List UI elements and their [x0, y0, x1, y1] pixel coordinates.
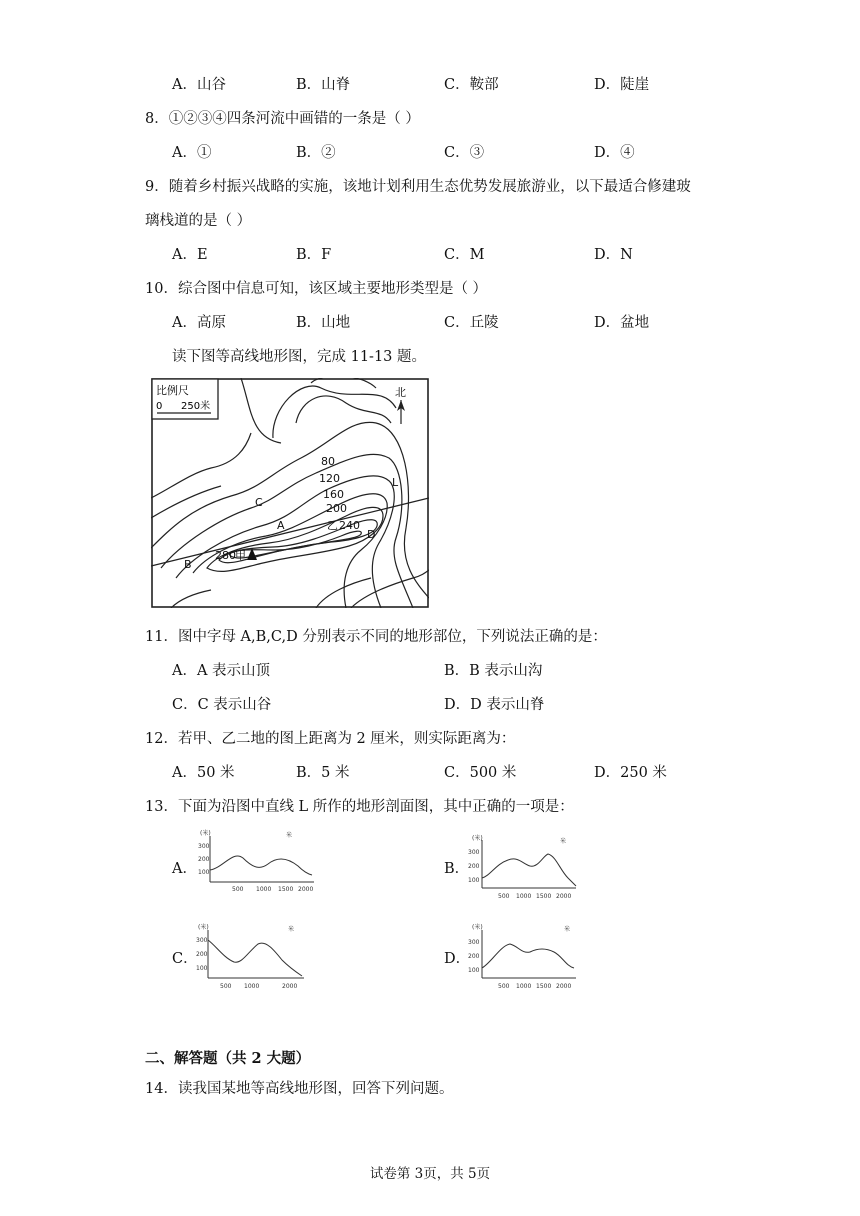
q12-option-b: B．5 米 — [296, 765, 350, 781]
q8-option-d: D．④ — [594, 145, 635, 161]
svg-text:300: 300 — [196, 937, 208, 944]
svg-text:(米): (米) — [472, 924, 483, 931]
svg-text:300: 300 — [468, 939, 480, 946]
scale-title: 比例尺 — [156, 384, 189, 397]
q8-option-b: B．② — [296, 145, 336, 161]
q7-option-c: C．鞍部 — [444, 77, 499, 93]
svg-text:2000: 2000 — [298, 886, 314, 893]
q12-stem: 12．若甲、乙二地的图上距离为 2 厘米，则实际距离为： — [145, 731, 516, 747]
q9-option-d: D．N — [594, 247, 633, 263]
svg-text:500: 500 — [498, 983, 510, 990]
svg-text:200: 200 — [468, 953, 480, 960]
label-b: B — [184, 558, 192, 571]
q13-option-a-letter: A． — [172, 861, 197, 877]
svg-text:100: 100 — [196, 965, 208, 972]
scale-zero: 0 — [156, 401, 163, 412]
q13-option-d-letter: D． — [444, 951, 471, 967]
q14-stem: 14．读我国某地等高线地形图，回答下列问题。 — [145, 1081, 454, 1097]
label-jia: 甲 — [235, 549, 246, 562]
contour-map — [151, 378, 429, 608]
profile-d — [468, 922, 580, 990]
svg-text:(米): (米) — [200, 830, 211, 837]
q10-stem: 10．综合图中信息可知，该区域主要地形类型是（ ） — [145, 281, 488, 297]
contour-label-160: 160 — [323, 488, 344, 501]
svg-text:100: 100 — [468, 877, 480, 884]
q12-option-c: C．500 米 — [444, 765, 517, 781]
q13-option-c-letter: C． — [172, 951, 198, 967]
q8-stem: 8．①②③④四条河流中画错的一条是（ ） — [145, 111, 420, 127]
profile-a — [198, 828, 318, 894]
q11-option-c: C．C 表示山谷 — [172, 697, 272, 713]
scale-value: 250米 — [181, 401, 211, 412]
svg-text:(米): (米) — [472, 835, 483, 842]
q12-option-d: D．250 米 — [594, 765, 667, 781]
contour-label-80: 80 — [321, 455, 335, 468]
label-a: A — [277, 519, 285, 532]
contour-label-240: 240 — [339, 519, 360, 532]
label-c: C — [255, 496, 263, 509]
svg-text:2000: 2000 — [556, 893, 572, 900]
label-d: D — [367, 528, 376, 541]
svg-text:2000: 2000 — [282, 983, 298, 990]
q11-option-b: B．B 表示山沟 — [444, 663, 543, 679]
svg-text:1000: 1000 — [244, 983, 260, 990]
label-yi: 乙 — [327, 519, 338, 532]
contour-label-120: 120 — [319, 472, 340, 485]
q11-stem: 11．图中字母 A,B,C,D 分别表示不同的地形部位，下列说法正确的是： — [145, 629, 607, 645]
q8-option-c: C．③ — [444, 145, 485, 161]
q8-option-a: A．① — [172, 145, 212, 161]
svg-text:(米): (米) — [198, 924, 209, 931]
q13-stem: 13．下面为沿图中直线 L 所作的地形剖面图，其中正确的一项是： — [145, 799, 574, 815]
section-2-heading: 二、解答题（共 2 大题） — [145, 1050, 311, 1067]
svg-text:100: 100 — [198, 869, 210, 876]
svg-text:500: 500 — [220, 983, 232, 990]
profile-b — [468, 834, 580, 902]
svg-text:米: 米 — [564, 926, 571, 933]
svg-text:2000: 2000 — [556, 983, 572, 990]
q7-option-a: A．山谷 — [172, 77, 226, 93]
q7-option-b: B．山脊 — [296, 77, 351, 93]
svg-text:米: 米 — [286, 832, 293, 839]
svg-text:米: 米 — [288, 926, 295, 933]
svg-text:300: 300 — [198, 843, 210, 850]
q11-option-a: A．A 表示山顶 — [172, 663, 271, 679]
svg-text:1000: 1000 — [256, 886, 272, 893]
q10-option-a: A．高原 — [172, 315, 226, 331]
svg-text:1000: 1000 — [516, 983, 532, 990]
svg-text:300: 300 — [468, 849, 480, 856]
svg-text:1000: 1000 — [516, 893, 532, 900]
q9-stem-line2: 璃栈道的是（ ） — [145, 213, 252, 229]
page-footer: 试卷第 3页，共 5页 — [369, 1166, 491, 1182]
q10-option-c: C．丘陵 — [444, 315, 499, 331]
q9-option-a: A．E — [172, 247, 208, 263]
svg-text:1500: 1500 — [278, 886, 294, 893]
svg-text:1500: 1500 — [536, 983, 552, 990]
q7-option-d: D．陡崖 — [594, 77, 650, 93]
svg-text:200: 200 — [468, 863, 480, 870]
svg-text:200: 200 — [198, 856, 210, 863]
q10-option-b: B．山地 — [296, 315, 351, 331]
q9-option-b: B．F — [296, 247, 332, 263]
north-label: 北 — [395, 386, 406, 399]
contour-label-280: 280 — [215, 549, 236, 562]
svg-text:100: 100 — [468, 967, 480, 974]
svg-text:200: 200 — [196, 951, 208, 958]
svg-text:500: 500 — [232, 886, 244, 893]
contour-label-200: 200 — [326, 502, 347, 515]
svg-text:500: 500 — [498, 893, 510, 900]
q10-option-d: D．盆地 — [594, 315, 650, 331]
intro-text: 读下图等高线地形图，完成 11-13 题。 — [172, 349, 427, 365]
svg-text:1500: 1500 — [536, 893, 552, 900]
q9-option-c: C．M — [444, 247, 485, 263]
q9-stem-line1: 9．随着乡村振兴战略的实施，该地计划利用生态优势发展旅游业，以下最适合修建玻 — [145, 179, 691, 195]
q12-option-a: A．50 米 — [172, 765, 235, 781]
q11-option-d: D．D 表示山脊 — [444, 697, 545, 713]
svg-text:米: 米 — [560, 838, 567, 845]
q13-option-b-letter: B． — [444, 861, 470, 877]
profile-c — [196, 922, 308, 990]
label-l: L — [392, 476, 399, 489]
